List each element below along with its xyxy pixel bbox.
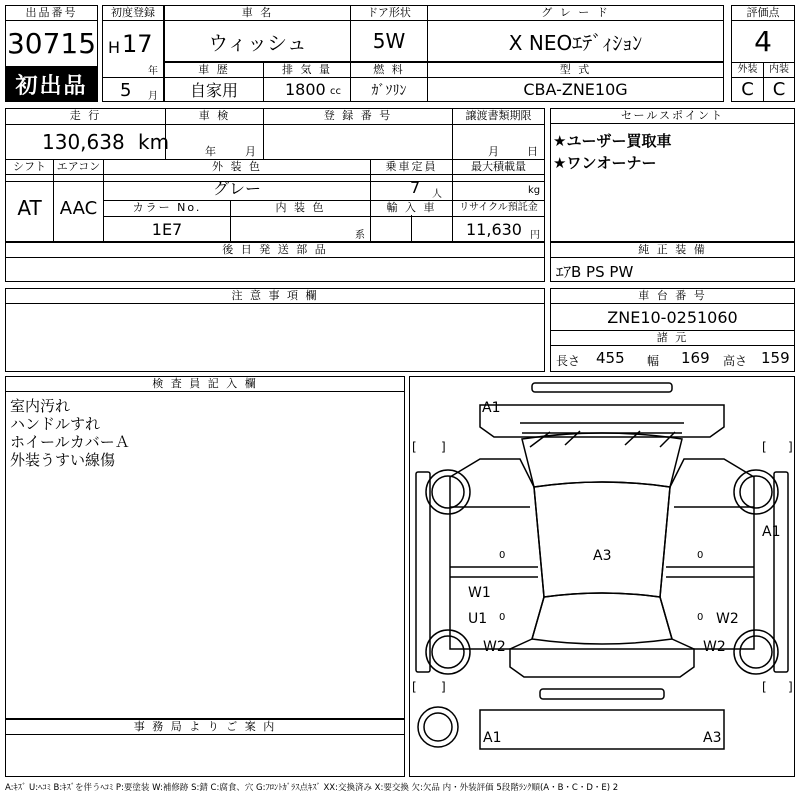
width: 169 bbox=[681, 349, 710, 367]
transfer-day: 日 bbox=[527, 145, 538, 158]
mark-left-w2: W2 bbox=[483, 639, 506, 655]
reg-month: 5 bbox=[120, 80, 132, 101]
inspector-label: 検 査 員 記 入 欄 bbox=[6, 377, 404, 392]
mark-rear-left: A1 bbox=[483, 730, 502, 746]
shift-label: シフト bbox=[6, 160, 53, 174]
height: 159 bbox=[761, 349, 790, 367]
zero-right-1: 0 bbox=[697, 550, 704, 561]
sales-points-box bbox=[550, 108, 795, 242]
displacement: 1800 bbox=[285, 80, 326, 99]
mark-left-w1: W1 bbox=[468, 585, 491, 601]
legend: A:ｷｽﾞ U:ﾍｺﾐ B:ｷｽﾞを伴うﾍｺﾐ P:要塗装 W:補修跡 S:錆 C:腐食、穴 G:ﾌﾛﾝﾄｶﾞﾗｽ点ｷｽﾞ XX:交換済み X:要交換 欠:欠品 内・外装評価 5段階ﾗﾝｸ順(A・B・C・D・E) 2 bbox=[5, 783, 619, 793]
zero-left-2: 0 bbox=[499, 612, 506, 623]
seats-unit: 人 bbox=[432, 189, 442, 200]
recycle-unit: 円 bbox=[530, 230, 540, 241]
hood-shape bbox=[480, 405, 724, 437]
model: CBA-ZNE10G bbox=[523, 80, 628, 99]
equipment: ｴｱB PS PW bbox=[556, 263, 634, 281]
car-name-label: 車 名 bbox=[165, 6, 350, 20]
lot-label: 出品番号 bbox=[6, 6, 97, 21]
bracket-right-bottom-close: ] bbox=[788, 680, 793, 694]
bracket-right-top-close: ] bbox=[788, 440, 793, 454]
bracket-left-top: [ bbox=[412, 440, 417, 454]
dims-label: 諸 元 bbox=[551, 330, 794, 346]
exterior-label: 外装 bbox=[732, 63, 763, 77]
color-label: 外 装 色 bbox=[104, 160, 370, 174]
mileage-unit: km bbox=[138, 130, 170, 154]
height-label: 高さ bbox=[723, 354, 748, 368]
bracket-left-bottom: [ bbox=[412, 680, 417, 694]
shift: AT bbox=[17, 196, 42, 220]
inspector-line-1: 室内汚れ bbox=[10, 397, 71, 415]
exterior-grade: C bbox=[741, 79, 754, 100]
intcolor-unit: 系 bbox=[355, 230, 365, 241]
transfer-month: 月 bbox=[488, 145, 499, 158]
first-listing-badge: 初出品 bbox=[5, 67, 98, 102]
inspector-line-3: ホイールカバーＡ bbox=[10, 433, 130, 451]
registration-label: 初度登録 bbox=[103, 6, 163, 21]
mileage: 130,638 bbox=[42, 130, 125, 154]
mark-roof: A3 bbox=[593, 548, 612, 564]
inspection-month: 月 bbox=[245, 145, 256, 158]
history: 自家用 bbox=[189, 81, 238, 100]
mark-right-side: A1 bbox=[762, 524, 781, 540]
score: 4 bbox=[754, 24, 772, 58]
ac: AAC bbox=[59, 197, 98, 219]
chassis-label: 車 台 番 号 bbox=[551, 289, 794, 304]
recycle-amount: 11,630 bbox=[466, 220, 522, 239]
chassis-number: ZNE10-0251060 bbox=[607, 307, 738, 327]
car-diagram bbox=[409, 376, 795, 777]
load-unit: kg bbox=[528, 185, 541, 196]
history-label: 車 歴 bbox=[165, 63, 263, 77]
era: H bbox=[108, 38, 121, 57]
later-parts-label: 後 日 発 送 部 品 bbox=[6, 243, 544, 258]
score-label: 評価点 bbox=[732, 6, 794, 21]
load-label: 最大積載量 bbox=[453, 160, 544, 174]
mileage-label: 走 行 bbox=[6, 109, 165, 123]
door-label: ドア形状 bbox=[351, 6, 427, 20]
length: 455 bbox=[596, 349, 625, 367]
notes-label: 注 意 事 項 欄 bbox=[6, 289, 544, 304]
fuel-label: 燃 料 bbox=[351, 63, 427, 77]
regno-label: 登 録 番 号 bbox=[264, 109, 452, 123]
rear-window-shape bbox=[532, 593, 672, 644]
grade-label: グ レ ー ド bbox=[428, 6, 723, 20]
reg-month-unit: 月 bbox=[148, 91, 158, 102]
reg-year: 17 bbox=[122, 30, 153, 58]
windshield-shape bbox=[522, 433, 682, 487]
mark-left-u1: U1 bbox=[468, 611, 488, 627]
length-label: 長さ bbox=[556, 354, 581, 368]
inspection-label: 車 検 bbox=[166, 109, 263, 123]
inspector-line-4: 外装うすい線傷 bbox=[10, 451, 116, 469]
exterior-color: グレー bbox=[212, 179, 261, 198]
front-bumper-shape bbox=[532, 383, 672, 392]
mark-rear-right: A3 bbox=[703, 730, 722, 746]
bracket-right-bottom: [ bbox=[762, 680, 767, 694]
zero-left-1: 0 bbox=[499, 550, 506, 561]
colorno-label: カラー No. bbox=[104, 201, 230, 215]
reg-year-unit: 年 bbox=[148, 66, 158, 77]
seats: 7 bbox=[410, 178, 421, 197]
door-type: 5W bbox=[372, 29, 406, 53]
width-label: 幅 bbox=[647, 354, 660, 368]
displacement-unit: cc bbox=[330, 86, 341, 97]
displacement-label: 排 気 量 bbox=[264, 63, 350, 77]
sales-points-label: セールスポイント bbox=[551, 109, 794, 124]
model-label: 型 式 bbox=[428, 63, 723, 77]
interior-label: 内装 bbox=[764, 63, 794, 77]
sales-point-1: ★ユーザー買取車 bbox=[553, 132, 672, 150]
grade: X NEOｴﾃﾞｨｼｮﾝ bbox=[508, 30, 643, 55]
equipment-label: 純 正 装 備 bbox=[551, 243, 794, 258]
inspection-year: 年 bbox=[205, 145, 216, 158]
office-label: 事 務 局 よ り ご 案 内 bbox=[6, 720, 404, 735]
mark-right-w2: W2 bbox=[703, 639, 726, 655]
intcolor-label: 内 装 色 bbox=[231, 201, 370, 215]
bracket-right-top: [ bbox=[762, 440, 767, 454]
mark-right-w2-mid: W2 bbox=[716, 611, 739, 627]
lot-number: 30715 bbox=[6, 27, 97, 60]
zero-right-2: 0 bbox=[697, 612, 704, 623]
rear-bumper-shape bbox=[480, 710, 724, 749]
roof-shape bbox=[534, 482, 670, 597]
import-label: 輸 入 車 bbox=[371, 201, 452, 215]
sales-point-2: ★ワンオーナー bbox=[553, 154, 657, 172]
transfer-label: 譲渡書類期限 bbox=[453, 109, 544, 123]
car-name: ウィッシュ bbox=[208, 30, 307, 55]
bracket-left-bottom-close: ] bbox=[441, 680, 446, 694]
seats-label: 乗車定員 bbox=[371, 160, 452, 174]
color-number: 1E7 bbox=[151, 219, 183, 239]
inspector-line-2: ハンドルすれ bbox=[10, 415, 101, 433]
fuel: ｶﾞｿﾘﾝ bbox=[371, 82, 407, 99]
interior-grade: C bbox=[772, 79, 786, 100]
mark-front-left: A1 bbox=[482, 400, 501, 416]
bracket-left-top-close: ] bbox=[441, 440, 446, 454]
recycle-label: リサイクル預託金 bbox=[453, 201, 544, 215]
rear-hatch-shape bbox=[510, 649, 694, 677]
ac-label: エアコン bbox=[54, 160, 103, 174]
